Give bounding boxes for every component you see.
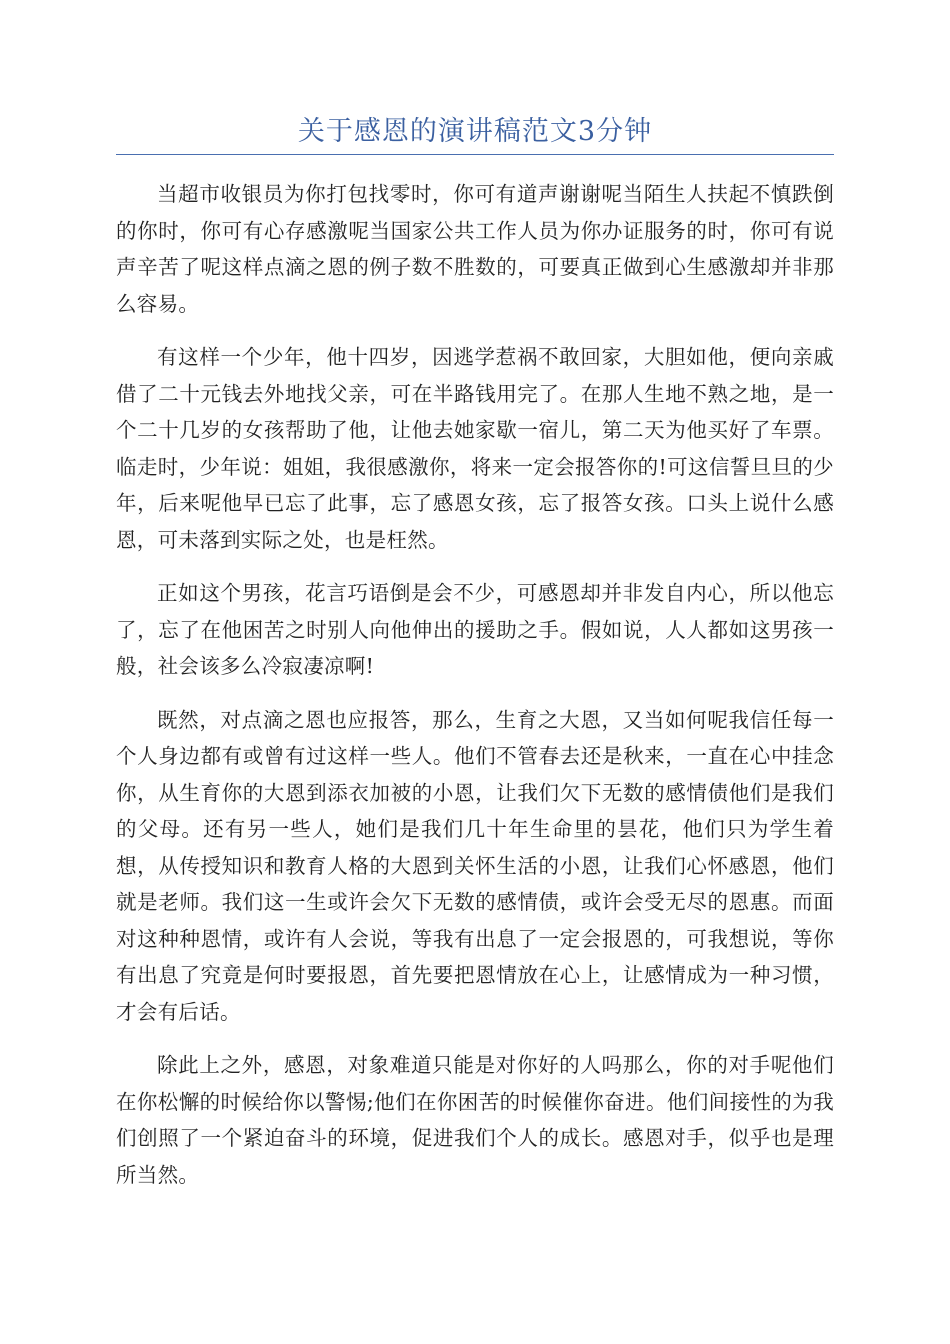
document-body [116,176,834,1210]
paragraph-5: 除此上之外，感恩，对象难道只能是对你好的人吗那么，你的对手呢他们在你松懈的时候给你以警惕;他们在你困苦的时候催你奋进。他们间接性的为我们创照了一个紧迫奋斗的环境，促进我们个人的成长。感恩对手，似乎也是理所当然。 [116,1053,834,1187]
paragraph-2: 有这样一个少年，他十四岁，因逃学惹祸不敢回家，大胆如他，便向亲戚借了二十元钱去外地找父亲，可在半路钱用完了。在那人生地不熟之地，是一个二十几岁的女孩帮助了他，让他去她家歇一宿儿，第二天为他买好了车票。临走时，少年说：姐姐，我很感激你，将来一定会报答你的!可这信誓旦旦的少年，后来呢他早已忘了此事，忘了感恩女孩，忘了报答女孩。口头上说什么感恩，可未落到实际之处，也是枉然。 [116,345,834,552]
title-underline [116,154,834,155]
document-title: 关于感恩的演讲稿范文3分钟 [297,116,653,147]
paragraph-3: 正如这个男孩，花言巧语倒是会不少，可感恩却并非发自内心，所以他忘了，忘了在他困苦之时别人向他伸出的援助之手。假如说，人人都如这男孩一般，社会该多么冷寂凄凉啊! [116,581,834,678]
paragraph-1: 当超市收银员为你打包找零时，你可有道声谢谢呢当陌生人扶起不慎跌倒的你时，你可有心存感激呢当国家公共工作人员为你办证服务的时，你可有说声辛苦了呢这样点滴之恩的例子数不胜数的，可要真正做到心生感激却并非那么容易。 [116,182,834,316]
paragraph-4: 既然，对点滴之恩也应报答，那么，生育之大恩，又当如何呢我信任每一个人身边都有或曾有过这样一些人。他们不管春去还是秋来，一直在心中挂念你，从生育你的大恩到添衣加被的小恩，让我们欠下无数的感情债他们是我们的父母。还有另一些人，她们是我们几十年生命里的昙花，他们只为学生着想，从传授知识和教育人格的大恩到关怀生活的小恩，让我们心怀感恩，他们就是老师。我们这一生或许会欠下无数的感情债，或许会受无尽的恩惠。而面对这种种恩情，或许有人会说，等我有出息了一定会报恩的，可我想说，等你有出息了究竟是何时要报恩，首先要把恩情放在心上，让感情成为一种习惯，才会有后话。 [116,707,834,1024]
